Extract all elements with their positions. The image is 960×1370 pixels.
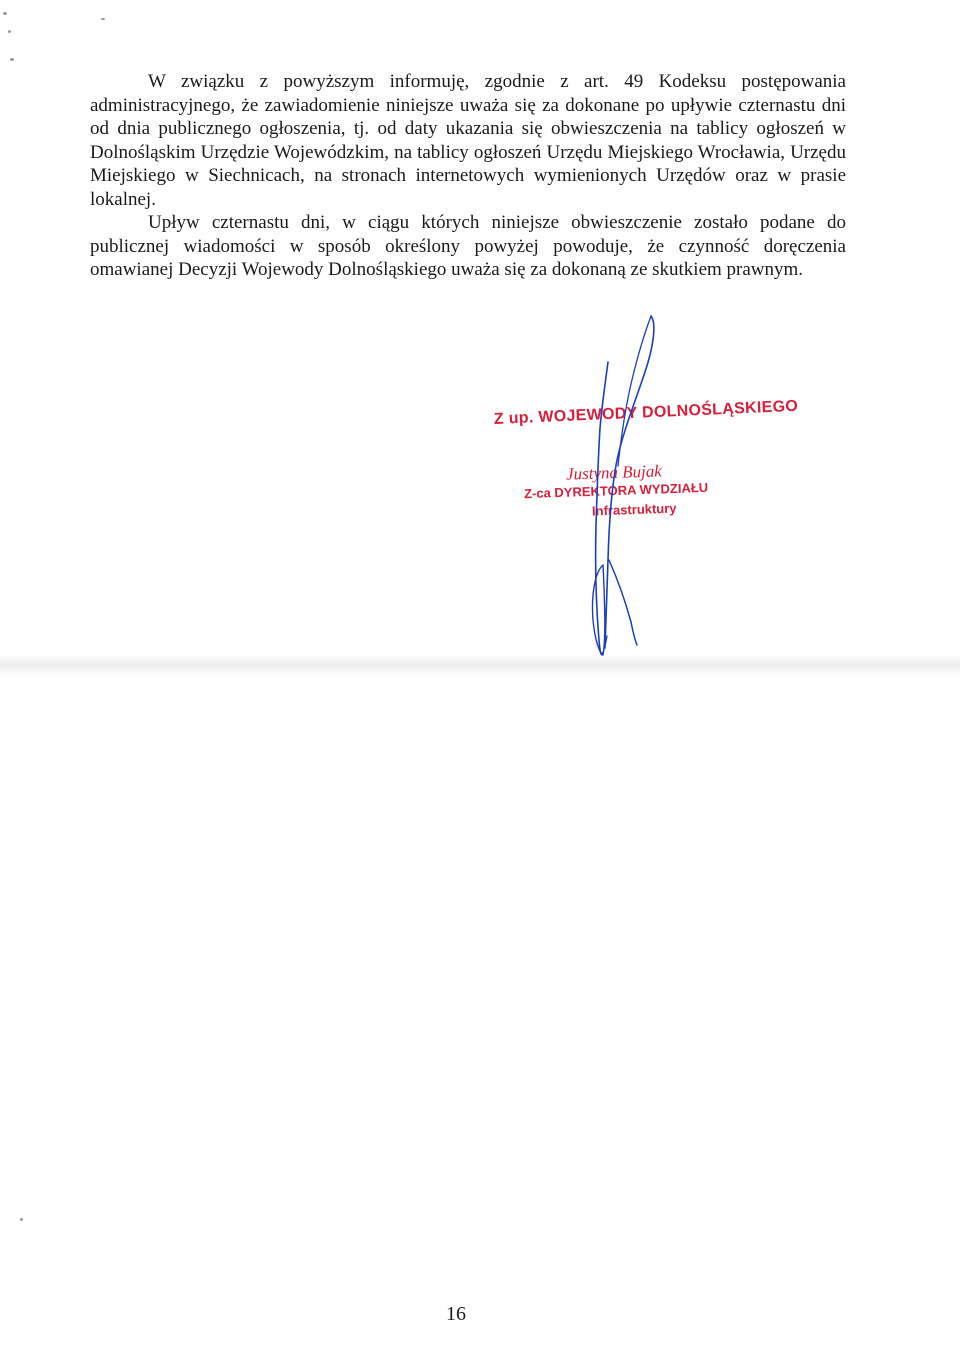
page-number: 16 <box>446 1303 466 1325</box>
stamp-authority: Z up. WOJEWODY DOLNOŚLĄSKIEGO <box>493 397 799 428</box>
handwritten-signature <box>565 310 675 670</box>
scan-speck <box>101 18 105 20</box>
stamp-signatory-role: Z-ca DYREKTORA WYDZIAŁU <box>523 479 709 502</box>
scan-speck <box>10 58 14 61</box>
scan-fold-line <box>0 655 960 677</box>
signature-stroke <box>618 316 651 466</box>
paragraph-notification: W związku z powyższym informuję, zgodnie z art. 49 Kodeksu postępowania administracyjnego, że zawiadomienie niniejsze uważa się za dokonane po upływie czternastu dni od dnia publicznego ogłoszenia, tj. od daty ukazania się obwieszczenia na tablicy ogłoszeń w Dolnośląskim Urzędzie Wojewódzkim, na tablicy ogłoszeń Urzędu Miejskiego Wrocławia, Urzędu Miejskiego w Siechnicach, na stronach internetowych wymienionych Urzędów oraz w prasie lokalnej. <box>90 71 846 210</box>
paragraph-legal-effect: Upływ czternastu dni, w ciągu których niniejsze obwieszczenie zostało podane do publicznej wiadomości w sposób określony powyżej powoduje, że czynność doręczenia omawianej Decyzji Wojewody Dolnośląskiego uważa się za dokonaną ze skutkiem prawnym. <box>90 212 846 280</box>
signature-stroke <box>609 560 637 645</box>
scan-speck <box>8 30 11 33</box>
scan-speck <box>3 12 7 15</box>
stamp-department: Infrastruktury <box>591 500 677 519</box>
signature-stroke <box>605 316 654 648</box>
body-text <box>90 70 846 282</box>
scan-speck <box>20 1218 23 1221</box>
stamp-signatory-name: Justyna Bujak <box>565 461 663 484</box>
